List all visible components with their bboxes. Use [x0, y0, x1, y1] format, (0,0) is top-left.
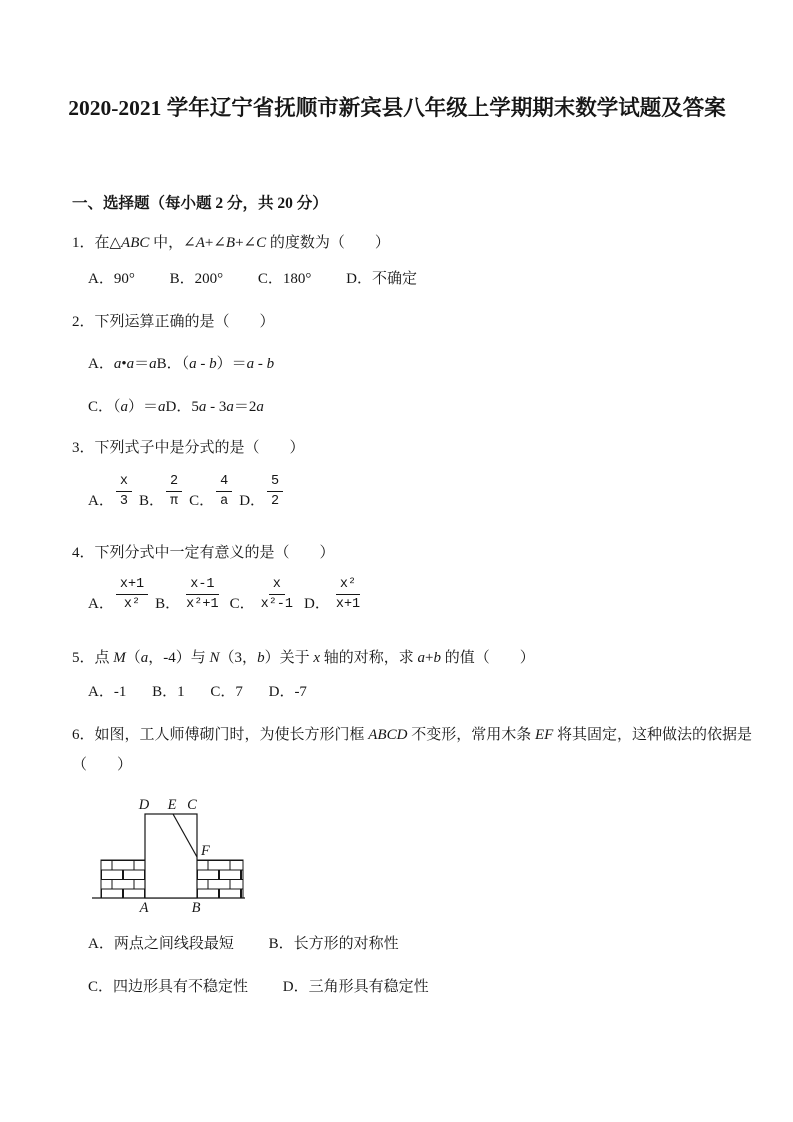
question-2-options-ab: A．a•a＝aB．（a - b）＝a - b — [88, 356, 275, 372]
question-3-option-a — [88, 473, 132, 511]
fraction-numerator: x-1 — [186, 576, 218, 595]
question-1-option-b: B．200° — [169, 271, 224, 287]
question-4-option-a — [88, 576, 148, 614]
option-label: A． — [88, 493, 114, 509]
fraction — [166, 473, 182, 511]
fraction — [216, 473, 232, 511]
label-d: D — [138, 797, 150, 813]
question-6-option-d: D．三角形具有稳定性 — [282, 979, 429, 995]
option-label: D． — [304, 596, 330, 612]
question-4-option-b — [155, 576, 222, 614]
option-label: C． — [189, 493, 215, 509]
question-3-text: 3．下列式子中是分式的是（ ） — [72, 440, 305, 456]
option-label: B． — [155, 596, 181, 612]
label-e: E — [167, 797, 177, 813]
fraction-denominator: x+1 — [335, 597, 361, 612]
question-6-option-b: B．长方形的对称性 — [268, 936, 399, 952]
left-brick-wall — [101, 860, 145, 898]
label-f: F — [201, 843, 210, 859]
right-brick-wall — [197, 860, 243, 898]
option-label: C． — [229, 596, 255, 612]
question-1-text: 1．在△ABC 中，∠A+∠B+∠C 的度数为（ ） — [72, 235, 390, 251]
fraction — [257, 576, 297, 614]
option-label: D． — [239, 493, 266, 509]
question-3-option-c — [189, 473, 232, 511]
fraction-numerator: x² — [336, 576, 360, 595]
door-frame-rect — [145, 814, 197, 898]
question-1-option-a: A．90° — [88, 271, 135, 287]
fraction-denominator: x² — [123, 597, 141, 612]
question-1-option-c: C．180° — [257, 271, 312, 287]
label-a: A — [139, 900, 149, 916]
question-6-options-cd — [88, 972, 429, 1002]
option-label: A． — [88, 596, 114, 612]
question-3-option-b — [139, 473, 182, 511]
fraction-denominator: π — [169, 494, 179, 509]
question-3-option-d — [239, 473, 283, 511]
fraction-numerator: x+1 — [116, 576, 148, 595]
question-5-option-a: A．-1 — [88, 684, 127, 700]
fraction-denominator: 2 — [271, 494, 280, 509]
question-6-option-c: C．四边形具有不稳定性 — [88, 979, 249, 995]
door-frame-figure — [90, 793, 250, 918]
question-6-options-ab — [88, 929, 399, 959]
question-5-option-b: B．1 — [152, 684, 185, 700]
fraction-numerator: x — [116, 473, 132, 492]
question-1-options — [88, 264, 417, 294]
fraction-denominator: x²-1 — [260, 597, 293, 612]
fraction — [267, 473, 283, 511]
fraction-numerator: 5 — [267, 473, 283, 492]
question-5-options — [88, 677, 329, 707]
fraction-numerator: 4 — [216, 473, 232, 492]
fraction-denominator: a — [220, 494, 229, 509]
fraction — [116, 473, 132, 511]
fraction — [116, 576, 148, 614]
label-c: C — [187, 797, 197, 813]
question-1-option-d: D．不确定 — [346, 271, 417, 287]
option-label: B． — [138, 493, 164, 509]
fraction-denominator: 3 — [119, 494, 128, 509]
question-6-text: 6．如图，工人师傅砌门时，为使长方形门框 ABCD 不变形，常用木条 EF 将其固定，这种做法的依据是（ ） — [72, 727, 753, 773]
fraction — [332, 576, 364, 614]
question-4-option-c — [230, 576, 297, 614]
page-title: 2020-2021 学年辽宁省抚顺市新宾县八年级上学期期末数学试题及答案 — [68, 96, 726, 120]
question-2-options-cd: C．（a）＝aD．5a - 3a＝2a — [88, 399, 264, 415]
question-5-option-d: D．-7 — [268, 684, 307, 700]
question-4-text: 4．下列分式中一定有意义的是（ ） — [72, 545, 335, 561]
section-heading: 一、选择题（每小题 2 分，共 20 分） — [72, 195, 328, 212]
question-3-options — [88, 473, 290, 511]
question-6-option-a: A．两点之间线段最短 — [88, 936, 234, 952]
question-4-options — [88, 576, 371, 614]
fraction — [182, 576, 222, 614]
question-5-text: 5．点 M（a，-4）与 N（3，b）关于 x 轴的对称，求 a+b 的值（ ） — [72, 650, 535, 666]
fraction-denominator: x²+1 — [186, 597, 219, 612]
label-b: B — [191, 900, 201, 916]
question-5-option-c: C．7 — [210, 684, 243, 700]
question-4-option-d — [304, 576, 364, 614]
fraction-numerator: 2 — [166, 473, 182, 492]
fraction-numerator: x — [269, 576, 285, 595]
question-2-text: 2．下列运算正确的是（ ） — [72, 314, 275, 330]
